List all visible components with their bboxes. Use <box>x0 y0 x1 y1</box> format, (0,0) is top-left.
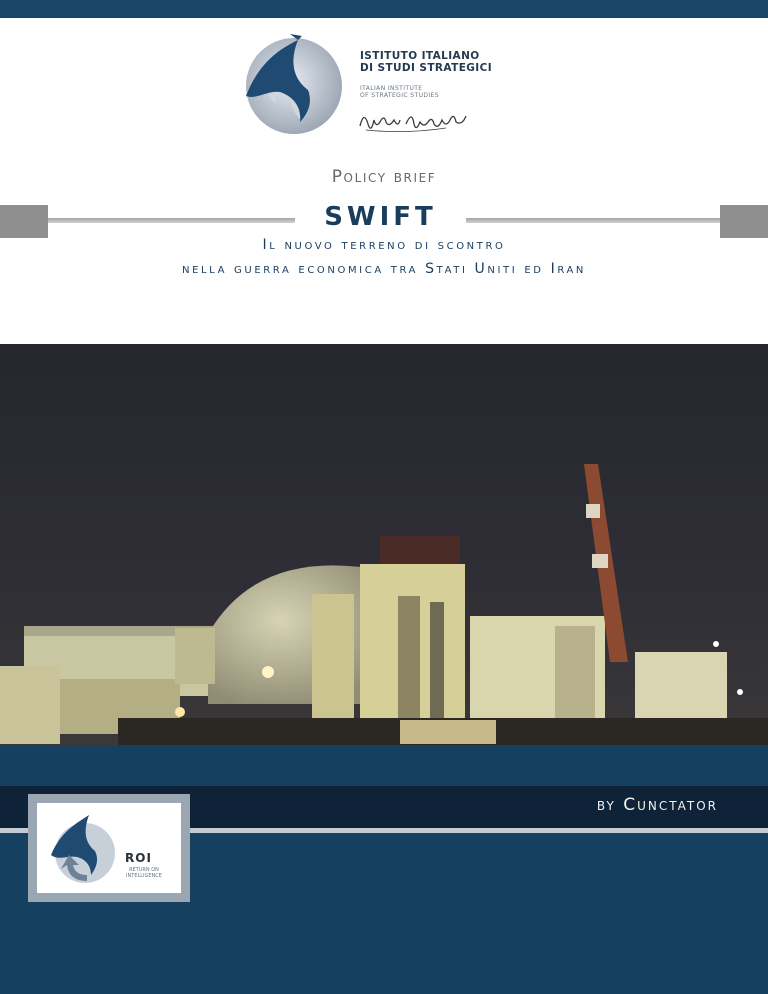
roi-tagline-line2: INTELLIGENCE <box>126 873 162 879</box>
author-byline: by Cunctator <box>596 795 718 815</box>
top-bar <box>0 0 768 18</box>
decorative-square-right <box>720 205 768 238</box>
roi-acronym: ROI <box>125 851 152 865</box>
institute-name-en-line1: ITALIAN INSTITUTE <box>360 85 423 92</box>
roi-logo <box>37 803 181 893</box>
institute-name-en-line2: OF STRATEGIC STUDIES <box>360 92 439 99</box>
roi-tagline-line1: RETURN ON <box>129 867 159 873</box>
signature-image <box>356 106 478 136</box>
decorative-square-left <box>0 205 48 238</box>
title-rule-left <box>48 218 295 223</box>
cover-photo <box>0 344 768 745</box>
institute-name-line2: DI STUDI STRATEGICI <box>360 62 493 74</box>
roi-logo-frame <box>28 794 190 902</box>
document-kicker: Policy brief <box>331 167 437 187</box>
institute-name-line1: ISTITUTO ITALIANO <box>360 50 480 62</box>
institute-name-english <box>360 85 520 99</box>
title-rule-right <box>466 218 720 223</box>
institute-name-italian <box>360 50 520 74</box>
document-title: SWIFT <box>324 202 437 232</box>
roi-tagline <box>109 867 179 879</box>
document-subtitle-line2: nella guerra economica tra Stati Uniti ed Iran <box>182 261 586 277</box>
document-subtitle-line1: Il nuovo terreno di scontro <box>262 237 506 253</box>
institute-logo <box>238 30 520 138</box>
globe-logo-icon <box>238 30 348 138</box>
